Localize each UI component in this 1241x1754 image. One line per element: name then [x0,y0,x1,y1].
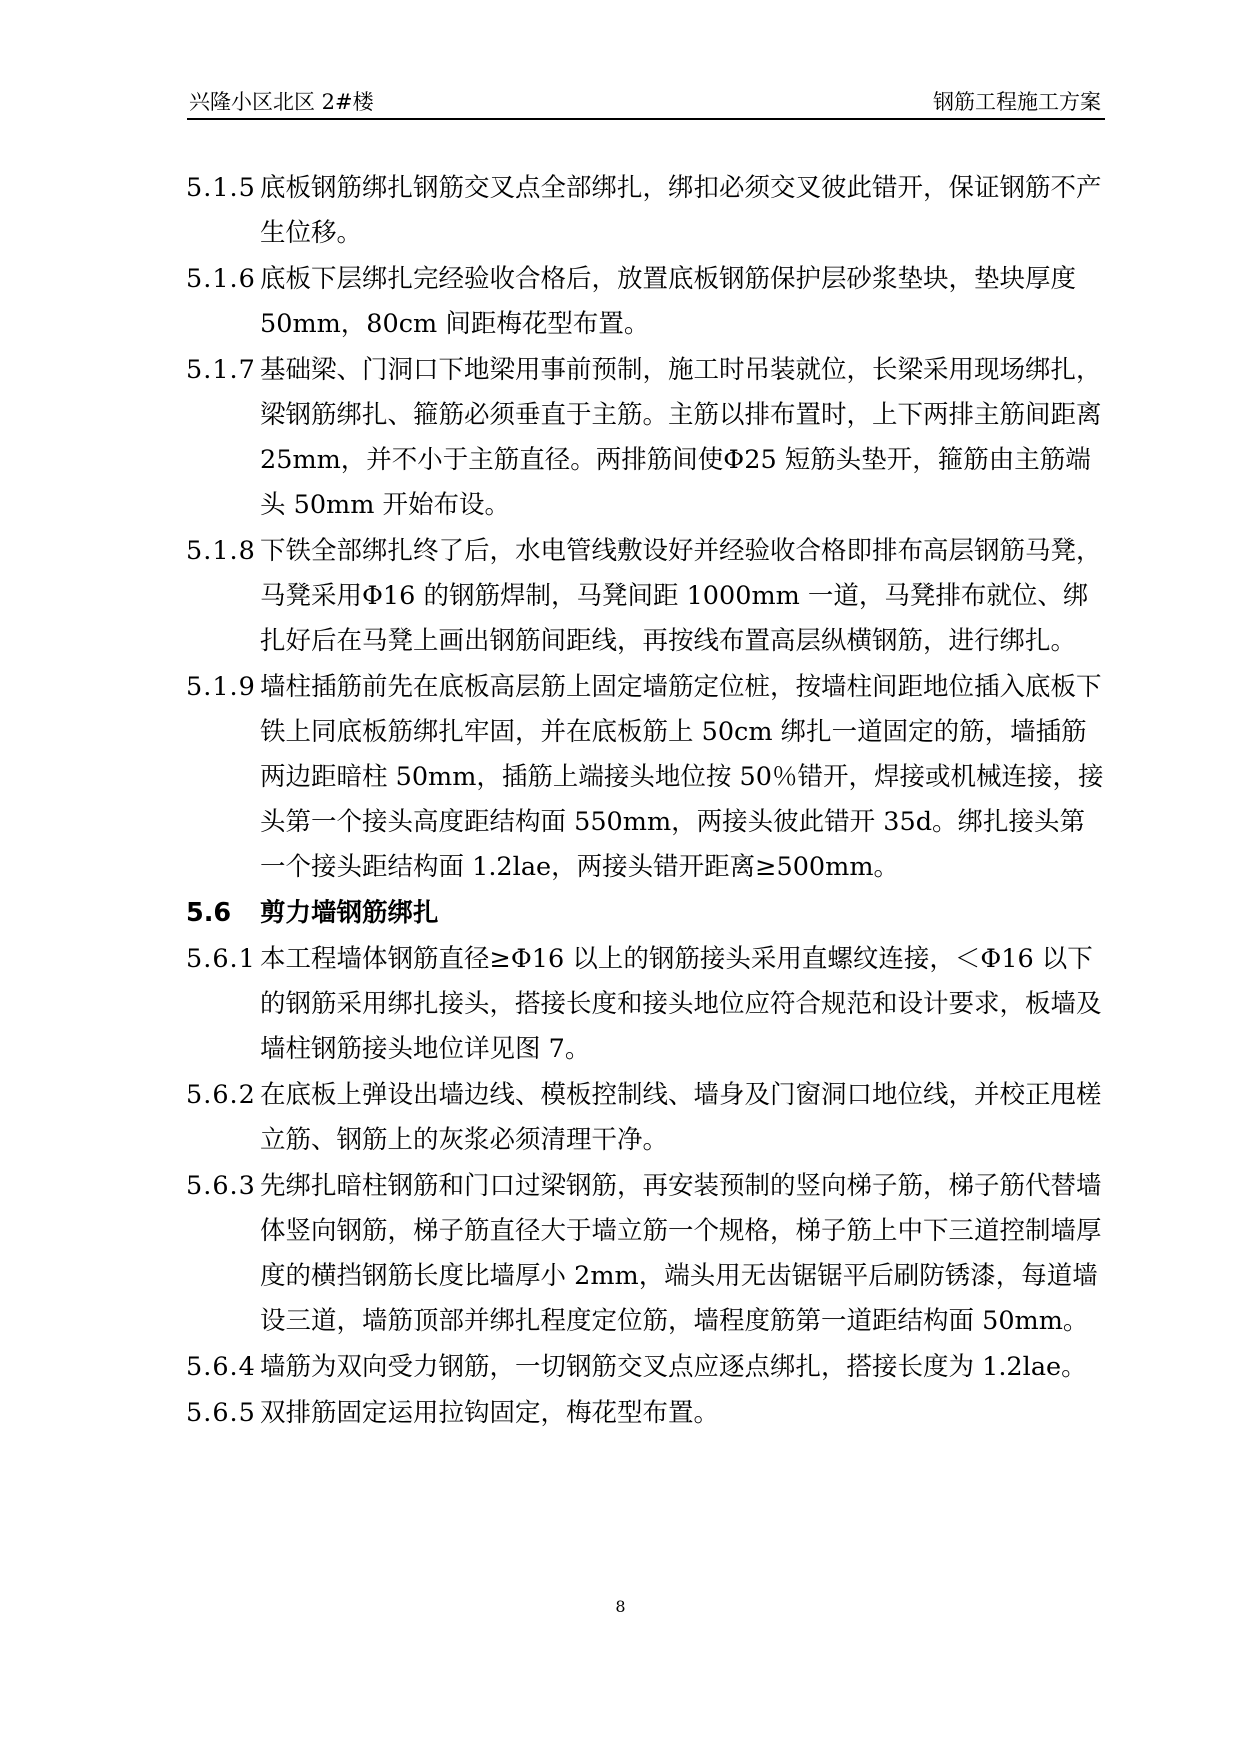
clause-text: 在底板上弹设出墙边线、模板控制线、墙身及门窗洞口地位线，并校正甩槎立筋、钢筋上的灰浆必须清理干净。 [260,1080,1102,1155]
clause-number: 5.6.4 [186,1352,256,1382]
header-project-name: 兴隆小区北区 2#楼 [189,90,374,114]
clause-number: 5.1.9 [186,672,256,702]
clause-text: 本工程墙体钢筋直径≥Φ16 以上的钢筋接头采用直螺纹连接，＜Φ16 以下的钢筋采用绑扎接头，搭接长度和接头地位应符合规范和设计要求，板墙及墙柱钢筋接头地位详见图 7。 [260,944,1102,1064]
clause-5-6-1 [186,937,1106,1072]
clause-5-6-2 [186,1073,1106,1163]
clause-text: 下铁全部绑扎终了后，水电管线敷设好并经验收合格即排布高层钢筋马凳，马凳采用Φ16 的钢筋焊制，马凳间距 1000mm 一道，马凳排布就位、绑扎好后在马凳上画出钢筋间距线，再按线布置高层纵横钢筋，进行绑扎。 [260,536,1102,656]
clause-5-6-5 [186,1391,1106,1436]
clause-5-1-5 [186,166,1106,256]
clause-number: 5.1.7 [186,355,256,385]
section-title: 剪力墙钢筋绑扎 [260,898,439,928]
clause-text: 先绑扎暗柱钢筋和门口过梁钢筋，再安装预制的竖向梯子筋，梯子筋代替墙体竖向钢筋，梯子筋直径大于墙立筋一个规格，梯子筋上中下三道控制墙厚度的横挡钢筋长度比墙厚小 2mm，端头用无齿锯锯平后刷防锈漆，每道墙设三道，墙筋顶部并绑扎程度定位筋，墙程度筋第一道距结构面 50mm。 [260,1171,1102,1336]
clause-5-1-8 [186,529,1106,664]
page-number: 8 [615,1597,626,1616]
page-header [187,84,1105,120]
section-heading [186,891,1106,936]
section-number: 5.6 [186,898,232,928]
clause-number: 5.1.5 [186,173,256,203]
header-document-title: 钢筋工程施工方案 [933,90,1101,114]
clause-5-1-9 [186,665,1106,890]
clause-number: 5.6.2 [186,1080,256,1110]
clause-5-1-7 [186,348,1106,528]
clause-text: 双排筋固定运用拉钩固定，梅花型布置。 [260,1398,720,1428]
clause-text: 底板钢筋绑扎钢筋交叉点全部绑扎，绑扣必须交叉彼此错开，保证钢筋不产生位移。 [260,173,1102,248]
clause-number: 5.1.8 [186,536,256,566]
clause-text: 基础梁、门洞口下地梁用事前预制，施工时吊装就位，长梁采用现场绑扎，梁钢筋绑扎、箍筋必须垂直于主筋。主筋以排布置时，上下两排主筋间距离 25mm，并不小于主筋直径。两排筋间使Φ25 短筋头垫开，箍筋由主筋端头 50mm 开始布设。 [260,355,1102,520]
document-body [186,166,1106,1437]
clause-number: 5.1.6 [186,264,256,294]
clause-text: 墙筋为双向受力钢筋，一切钢筋交叉点应逐点绑扎，搭接长度为 1.2lae。 [260,1352,1087,1382]
clause-number: 5.6.5 [186,1398,256,1428]
clause-number: 5.6.1 [186,944,256,974]
clause-5-6-4 [186,1345,1106,1390]
clause-text: 墙柱插筋前先在底板高层筋上固定墙筋定位桩，按墙柱间距地位插入底板下铁上同底板筋绑扎牢固，并在底板筋上 50cm 绑扎一道固定的筋，墙插筋两边距暗柱 50mm，插筋上端接头地位按 50％错开，焊接或机械连接，接头第一个接头高度距结构面 550mm，两接头彼此错开 35d。绑扎接头第一个接头距结构面 1.2lae，两接头错开距离≥500mm。 [260,672,1104,882]
clause-number: 5.6.3 [186,1171,256,1201]
clause-5-6-3 [186,1164,1106,1344]
clause-text: 底板下层绑扎完经验收合格后，放置底板钢筋保护层砂浆垫块，垫块厚度 50mm，80cm 间距梅花型布置。 [260,264,1077,339]
clause-5-1-6 [186,257,1106,347]
